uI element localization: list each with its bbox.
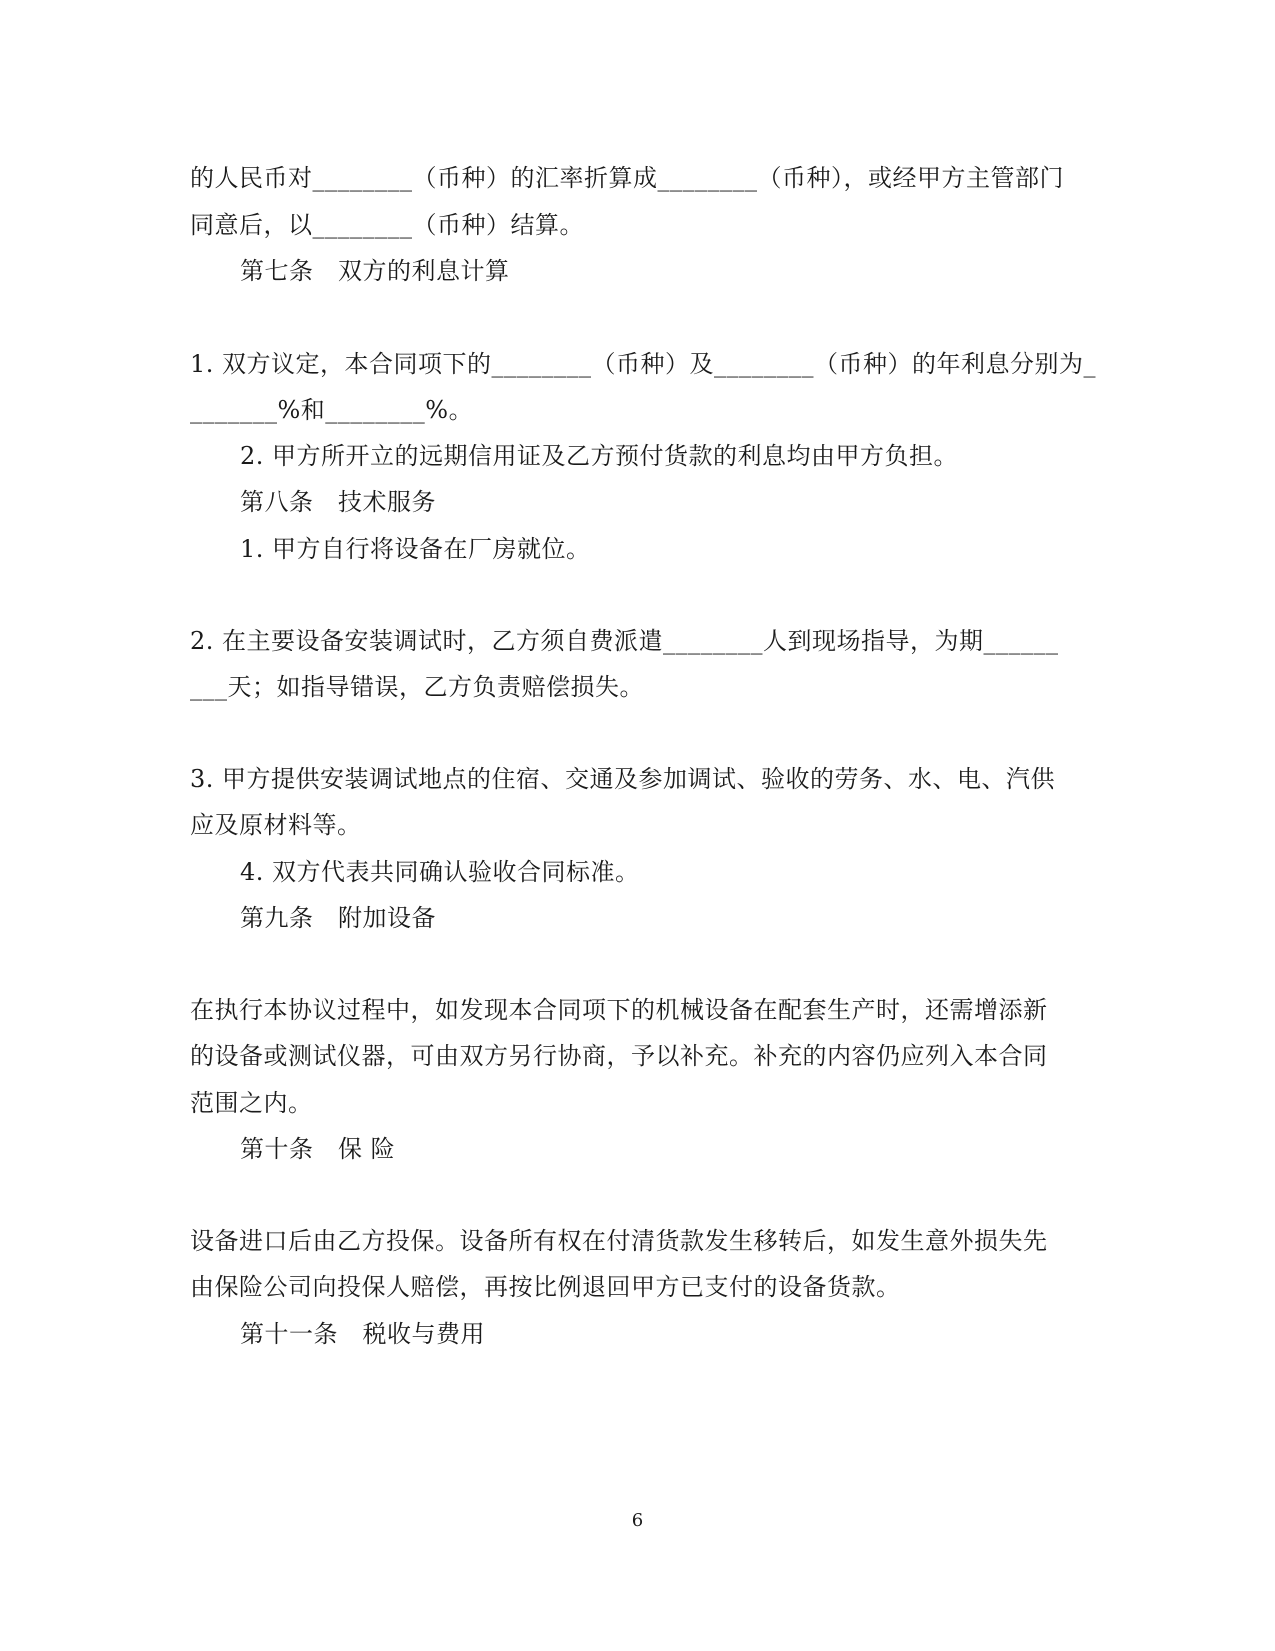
text-line: 设备进口后由乙方投保。设备所有权在付清货款发生移转后，如发生意外损失先 <box>190 1227 1048 1255</box>
text-line: 2. 在主要设备安装调试时，乙方须自费派遣________人到现场指导，为期______ <box>190 627 1059 655</box>
text-line: 同意后，以________（币种）结算。 <box>190 211 584 239</box>
section-heading: 第十条 保 险 <box>240 1135 396 1163</box>
section-heading: 第八条 技术服务 <box>240 488 436 516</box>
text-line: _______%和________%。 <box>190 396 474 424</box>
text-line: 2. 甲方所开立的远期信用证及乙方预付货款的利息均由甲方负担。 <box>240 442 959 470</box>
text-line: 的设备或测试仪器，可由双方另行协商，予以补充。补充的内容仍应列入本合同 <box>190 1042 1048 1070</box>
text-line: 的人民币对________（币种）的汇率折算成________（币种），或经甲方主管部门 <box>190 164 1064 192</box>
section-heading: 第七条 双方的利息计算 <box>240 257 510 285</box>
text-line: 由保险公司向投保人赔偿，再按比例退回甲方已支付的设备货款。 <box>190 1273 901 1301</box>
text-line: 范围之内。 <box>190 1089 313 1117</box>
section-heading: 第九条 附加设备 <box>240 904 436 932</box>
text-line: 3. 甲方提供安装调试地点的住宿、交通及参加调试、验收的劳务、水、电、汽供 <box>190 765 1056 793</box>
text-line: 1. 甲方自行将设备在厂房就位。 <box>240 535 591 563</box>
text-line: 应及原材料等。 <box>190 811 362 839</box>
text-line: 在执行本协议过程中，如发现本合同项下的机械设备在配套生产时，还需增添新 <box>190 996 1048 1024</box>
text-line: 4. 双方代表共同确认验收合同标准。 <box>240 858 640 886</box>
text-line: 1. 双方议定，本合同项下的________（币种）及________（币种）的年利息分别为_ <box>190 350 1097 378</box>
text-line: ___天；如指导错误，乙方负责赔偿损失。 <box>190 673 644 701</box>
section-heading: 第十一条 税收与费用 <box>240 1320 485 1348</box>
page-number: 6 <box>631 1510 644 1531</box>
